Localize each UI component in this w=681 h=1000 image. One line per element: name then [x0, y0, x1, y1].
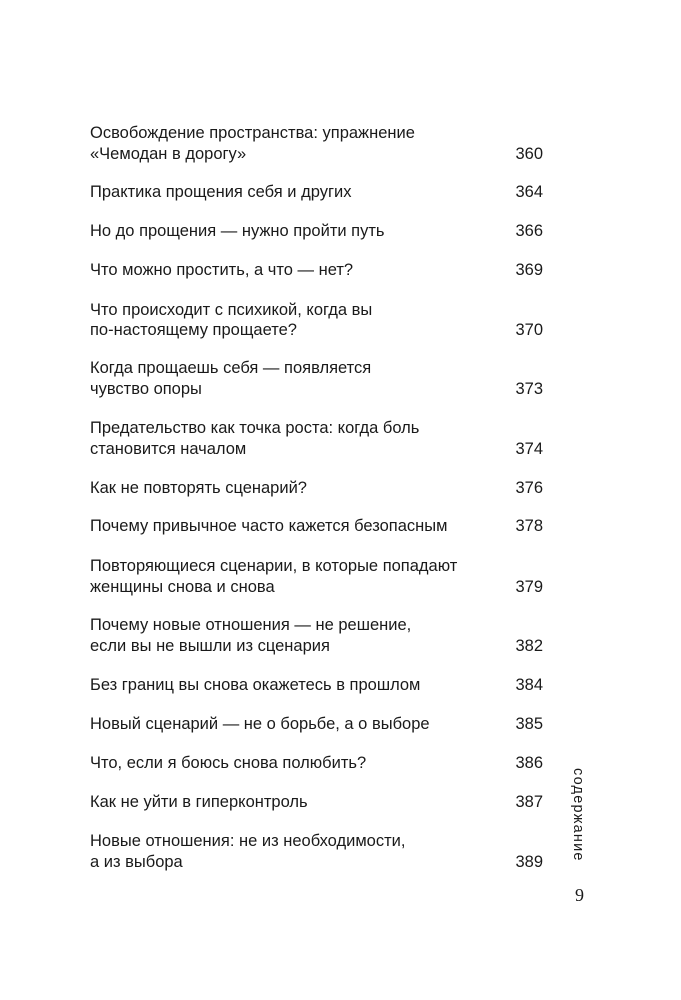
toc-entry-title-line: Повторяющиеся сценарии, в которые попадают [90, 557, 458, 575]
toc-entry-title-line: Почему привычное часто кажется безопасным [90, 517, 448, 535]
page-number: 9 [575, 885, 584, 905]
toc-entry-title-line: Что, если я боюсь снова полюбить? [90, 754, 367, 772]
toc-entry-title-line: становится началом [90, 440, 247, 458]
toc-entry-title-line: чувство опоры [90, 380, 202, 398]
toc-entry-title-line: Что происходит с психикой, когда вы [90, 301, 373, 319]
toc-entry-page: 369 [515, 261, 543, 279]
toc-entry-title-line: Новый сценарий — не о борьбе, а о выборе [90, 715, 430, 733]
toc-entry-title-line: если вы не вышли из сценария [90, 637, 330, 655]
toc-entry-page: 379 [515, 578, 543, 596]
toc-entry-page: 387 [515, 793, 543, 811]
toc-entry-title-line: женщины снова и снова [90, 578, 275, 596]
section-running-head: содержание [570, 768, 586, 862]
toc-entry-title-line: Предательство как точка роста: когда боль [90, 419, 420, 437]
toc-entry-page: 382 [515, 637, 543, 655]
toc-entry-title-line: «Чемодан в дорогу» [90, 145, 247, 163]
toc-entry-title-line: Как не уйти в гиперконтроль [90, 793, 308, 811]
toc-entry-page: 370 [515, 321, 543, 339]
toc-entry-title-line: а из выбора [90, 853, 183, 871]
toc-entry-title-line: Когда прощаешь себя — появляется [90, 359, 372, 377]
toc-entry-title-line: по-настоящему прощаете? [90, 321, 297, 339]
toc-entry-page: 376 [515, 479, 543, 497]
toc-entry-title-line: Освобождение пространства: упражнение [90, 124, 415, 142]
toc-entry-title-line: Как не повторять сценарий? [90, 479, 307, 497]
toc-entry-page: 386 [515, 754, 543, 772]
toc-entry-title-line: Практика прощения себя и других [90, 183, 352, 201]
toc-entry-page: 364 [515, 183, 543, 201]
toc-entry-page: 385 [515, 715, 543, 733]
toc-entry-page: 389 [515, 853, 543, 871]
toc-entry-title-line: Почему новые отношения — не решение, [90, 616, 412, 634]
toc-entry-page: 366 [515, 222, 543, 240]
toc-entry-page: 373 [515, 380, 543, 398]
toc-entry-title-line: Без границ вы снова окажетесь в прошлом [90, 676, 421, 694]
toc-entry-page: 384 [515, 676, 543, 694]
toc-entry-title-line: Но до прощения — нужно пройти путь [90, 222, 385, 240]
toc-entry-title-line: Новые отношения: не из необходимости, [90, 832, 406, 850]
toc-entry-page: 374 [515, 440, 543, 458]
toc-entry-page: 378 [515, 517, 543, 535]
toc-entry-title-line: Что можно простить, а что — нет? [90, 261, 354, 279]
toc-entry-page: 360 [515, 145, 543, 163]
